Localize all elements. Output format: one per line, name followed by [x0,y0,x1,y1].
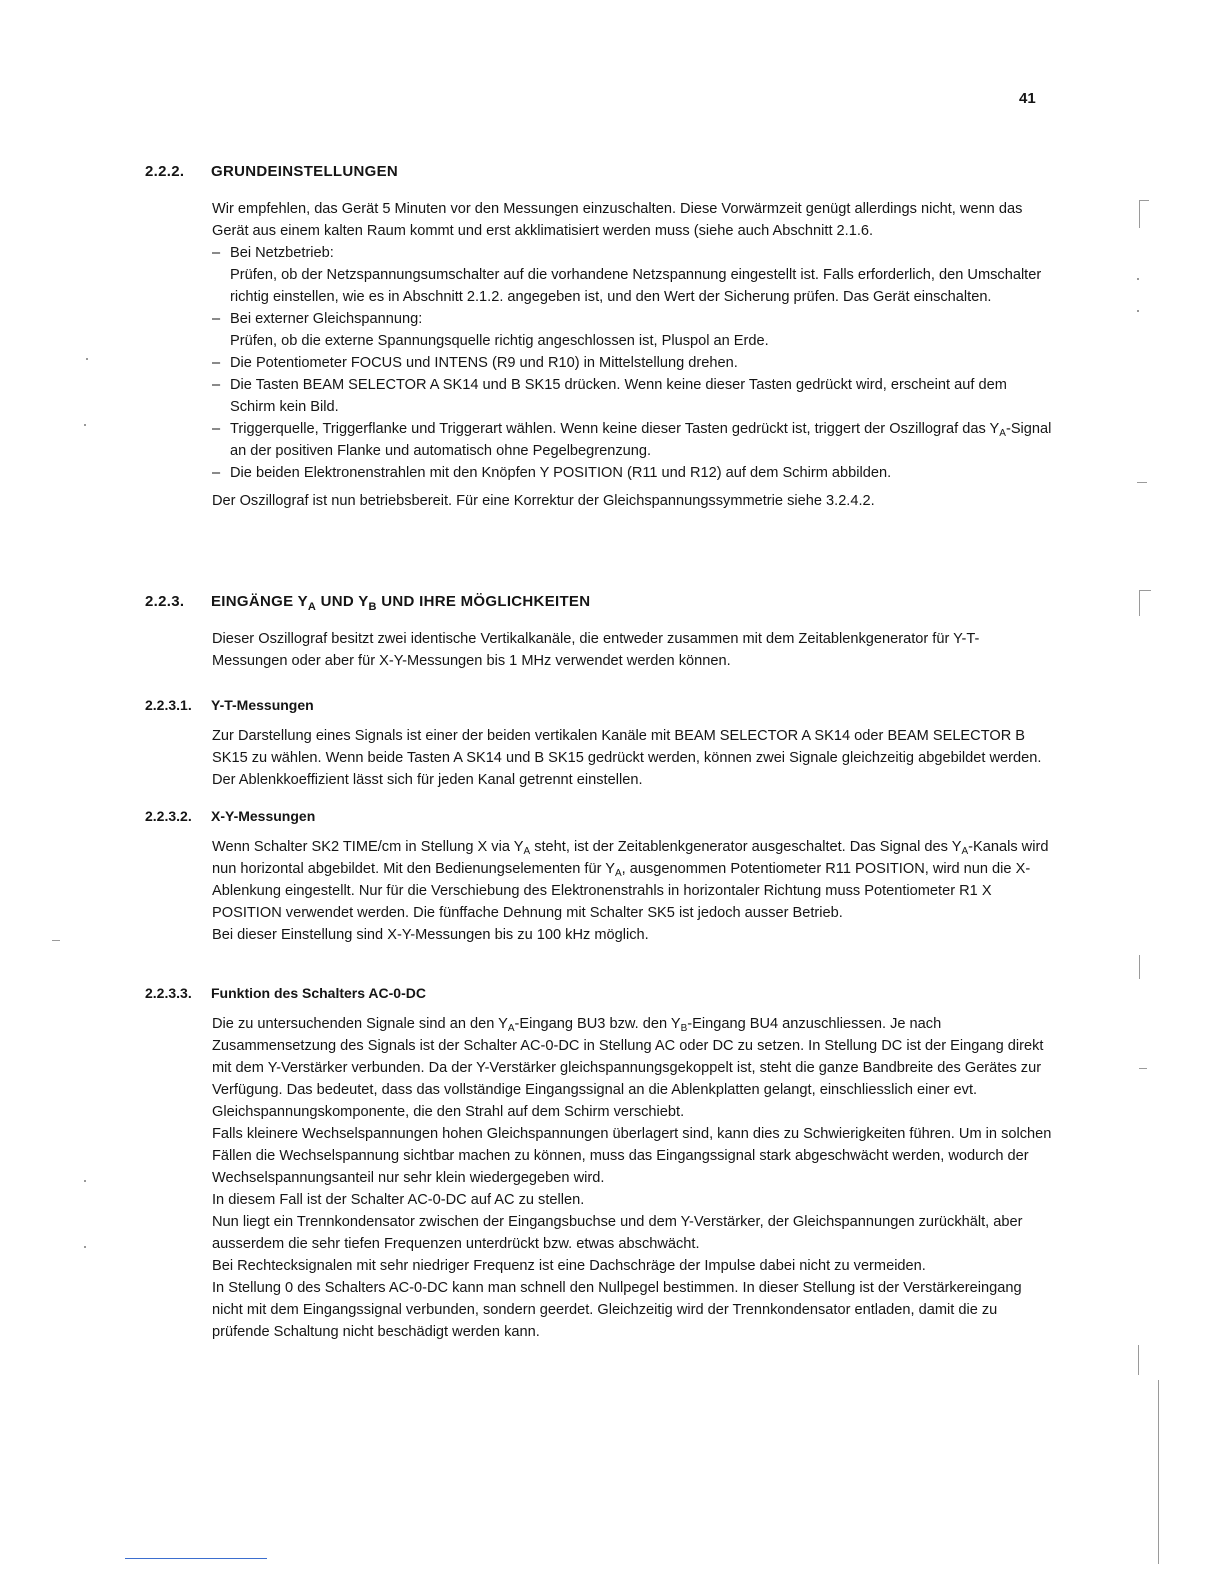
list-item-detail: Prüfen, ob der Netzspannungsumschalter auf die vorhandene Netzspannung eingestellt ist. Falls erforderlich, den Umschalter richtig einstellen, wie es in Abschnitt 2.1.2. angegeben ist, und den Wert der Sicherung prüfen. Das Gerät einschalten. [230,267,1042,305]
paragraph: In diesem Fall ist der Schalter AC-0-DC auf AC zu stellen. [212,1192,585,1208]
scan-artifact [1158,1380,1159,1564]
scan-artifact [1139,590,1151,591]
section-body-2-2-2 [212,198,1052,512]
section-body-2-2-3-3 [212,1013,1052,1343]
section-number: 2.2.3. [145,593,185,610]
list-item: – Bei externer Gleichspannung: [212,308,1052,330]
section-title: X-Y-Messungen [211,808,316,824]
list-item: – Triggerquelle, Triggerflanke und Triggerart wählen. Wenn keine dieser Tasten gedrückt ist, triggert der Oszillograf das $Y_A$-Signal an der positiven Flanke und automatisch ohne Pegelbegrenzung. [212,418,1052,462]
section-title: Y-T-Messungen [211,697,314,713]
scan-artifact [1139,200,1149,201]
list-item: – Die Tasten BEAM SELECTOR A SK14 und B SK15 drücken. Wenn keine dieser Tasten gedrückt wird, erscheint auf dem Schirm kein Bild. [212,374,1052,418]
scan-artifact [1139,590,1140,616]
list-item: – Die Potentiometer FOCUS und INTENS (R9 und R10) in Mittelstellung drehen. [212,352,1052,374]
section-title: GRUNDEINSTELLUNGEN [211,163,399,180]
scan-artifact [1138,1345,1139,1375]
paragraph: Bei dieser Einstellung sind X-Y-Messungen bis zu 100 kHz möglich. [212,927,649,943]
section-number: 2.2.3.2. [145,808,192,824]
list-item: – Die beiden Elektronenstrahlen mit den Knöpfen Y POSITION (R11 und R12) auf dem Schirm abbilden. [212,462,1052,484]
section-title: Funktion des Schalters AC-0-DC [211,985,426,1001]
scan-dot [84,424,86,426]
scan-dot [84,1246,86,1248]
page-number: 41 [1019,90,1036,107]
scan-artifact [1139,200,1140,228]
paragraph: Die zu untersuchenden Signale sind an den $Y_A$-Eingang BU3 bzw. den $Y_B$-Eingang BU4 anzuschliessen. Je nach Zusammensetzung des Signals ist der Schalter AC-0-DC in Stellung AC oder DC zu setzen. In Stellung DC ist der Eingang direkt mit dem Y-Verstärker verbunden. Da der Y-Verstärker gleichspannungsgekoppelt ist, steht die ganze Bandbreite des Gerätes zur Verfügung. Das bedeutet, dass das vollständige Eingangssignal an die Ablenkplatten gelangt, einschliesslich einer evt. Gleichspannungskomponente, die den Strahl auf dem Schirm verschiebt. [212,1016,1044,1120]
scan-dot [84,1180,86,1182]
section-number: 2.2.2. [145,163,185,180]
paragraph: Dieser Oszillograf besitzt zwei identische Vertikalkanäle, die entweder zusammen mit dem Zeitablenkgenerator für Y-T-Messungen oder aber für X-Y-Messungen bis 1 MHz verwendet werden können. [212,631,980,669]
scan-artifact [1137,482,1147,483]
paragraph: Wenn Schalter SK2 TIME/cm in Stellung X via $Y_A$ steht, ist der Zeitablenkgenerator ausgeschaltet. Das Signal des $Y_A$-Kanals wird nun horizontal abgebildet. Mit den Bedienungselementen für $Y_A$, ausgenommen Potentiometer R11 POSITION, wird nun die X-Ablenkung eingestellt. Nur für die Verschiebung des Elektronenstrahls in horizontaler Richtung muss Potentiometer R1 X POSITION verwendet werden. Die fünffache Dehnung mit Schalter SK5 ist jedoch ausser Betrieb. [212,839,1049,921]
section-body-2-2-3-1 [212,725,1052,791]
section-number: 2.2.3.3. [145,985,192,1001]
section-body-2-2-3-2 [212,836,1052,946]
scan-dot [1137,278,1139,280]
scan-artifact [52,940,60,941]
paragraph: In Stellung 0 des Schalters AC-0-DC kann man schnell den Nullpegel bestimmen. In dieser Stellung ist der Verstärkereingang nicht mit dem Eingangssignal verbunden, sondern geerdet. Gleichzeitig wird der Trennkondensator entladen, damit die zu prüfende Schaltung nicht beschädigt werden kann. [212,1280,1022,1340]
paragraph: Falls kleinere Wechselspannungen hohen Gleichspannungen überlagert sind, kann dies zu Schwierigkeiten führen. Um in solchen Fällen die Wechselspannung sichtbar machen zu können, muss das Eingangssignal stark abgeschwächt werden, wodurch der Wechselspannungsanteil nur sehr klein wiedergegeben wird. [212,1126,1052,1186]
section-number: 2.2.3.1. [145,697,192,713]
list-item: – Bei Netzbetrieb: [212,242,1052,264]
scan-artifact [1139,1068,1147,1069]
bottom-underline-mark [125,1558,267,1559]
paragraph: Der Oszillograf ist nun betriebsbereit. Für eine Korrektur der Gleichspannungssymmetrie siehe 3.2.4.2. [212,493,875,509]
section-title: EINGÄNGE $Y_A$ UND $Y_B$ UND IHRE MÖGLICHKEITEN [211,593,591,613]
subscript: A [999,428,1006,439]
scan-dot [86,358,88,360]
scan-artifact [1139,955,1140,979]
section-body-2-2-3 [212,628,1052,672]
scan-dot [1137,310,1139,312]
paragraph: Zur Darstellung eines Signals ist einer der beiden vertikalen Kanäle mit BEAM SELECTOR A SK14 oder BEAM SELECTOR B SK15 zu wählen. Wenn beide Tasten A SK14 und B SK15 gedrückt werden, können zwei Signale gleichzeitig abgebildet werden. Der Ablenkkoeffizient lässt sich für jeden Kanal getrennt einstellen. [212,728,1042,788]
list-item-detail: Prüfen, ob die externe Spannungsquelle richtig angeschlossen ist, Pluspol an Erde. [230,333,769,349]
paragraph: Nun liegt ein Trennkondensator zwischen der Eingangsbuchse und dem Y-Verstärker, der Gleichspannungen zurückhält, aber ausserdem die sehr tiefen Frequenzen unterdrückt bzw. etwas abschwächt. [212,1214,1023,1252]
paragraph: Wir empfehlen, das Gerät 5 Minuten vor den Messungen einzuschalten. Diese Vorwärmzeit genügt allerdings nicht, wenn das Gerät aus einem kalten Raum kommt und erst akklimatisiert werden muss (siehe auch Abschnitt 2.1.6. [212,201,1023,239]
paragraph: Bei Rechtecksignalen mit sehr niedriger Frequenz ist eine Dachschräge der Impulse dabei nicht zu vermeiden. [212,1258,926,1274]
